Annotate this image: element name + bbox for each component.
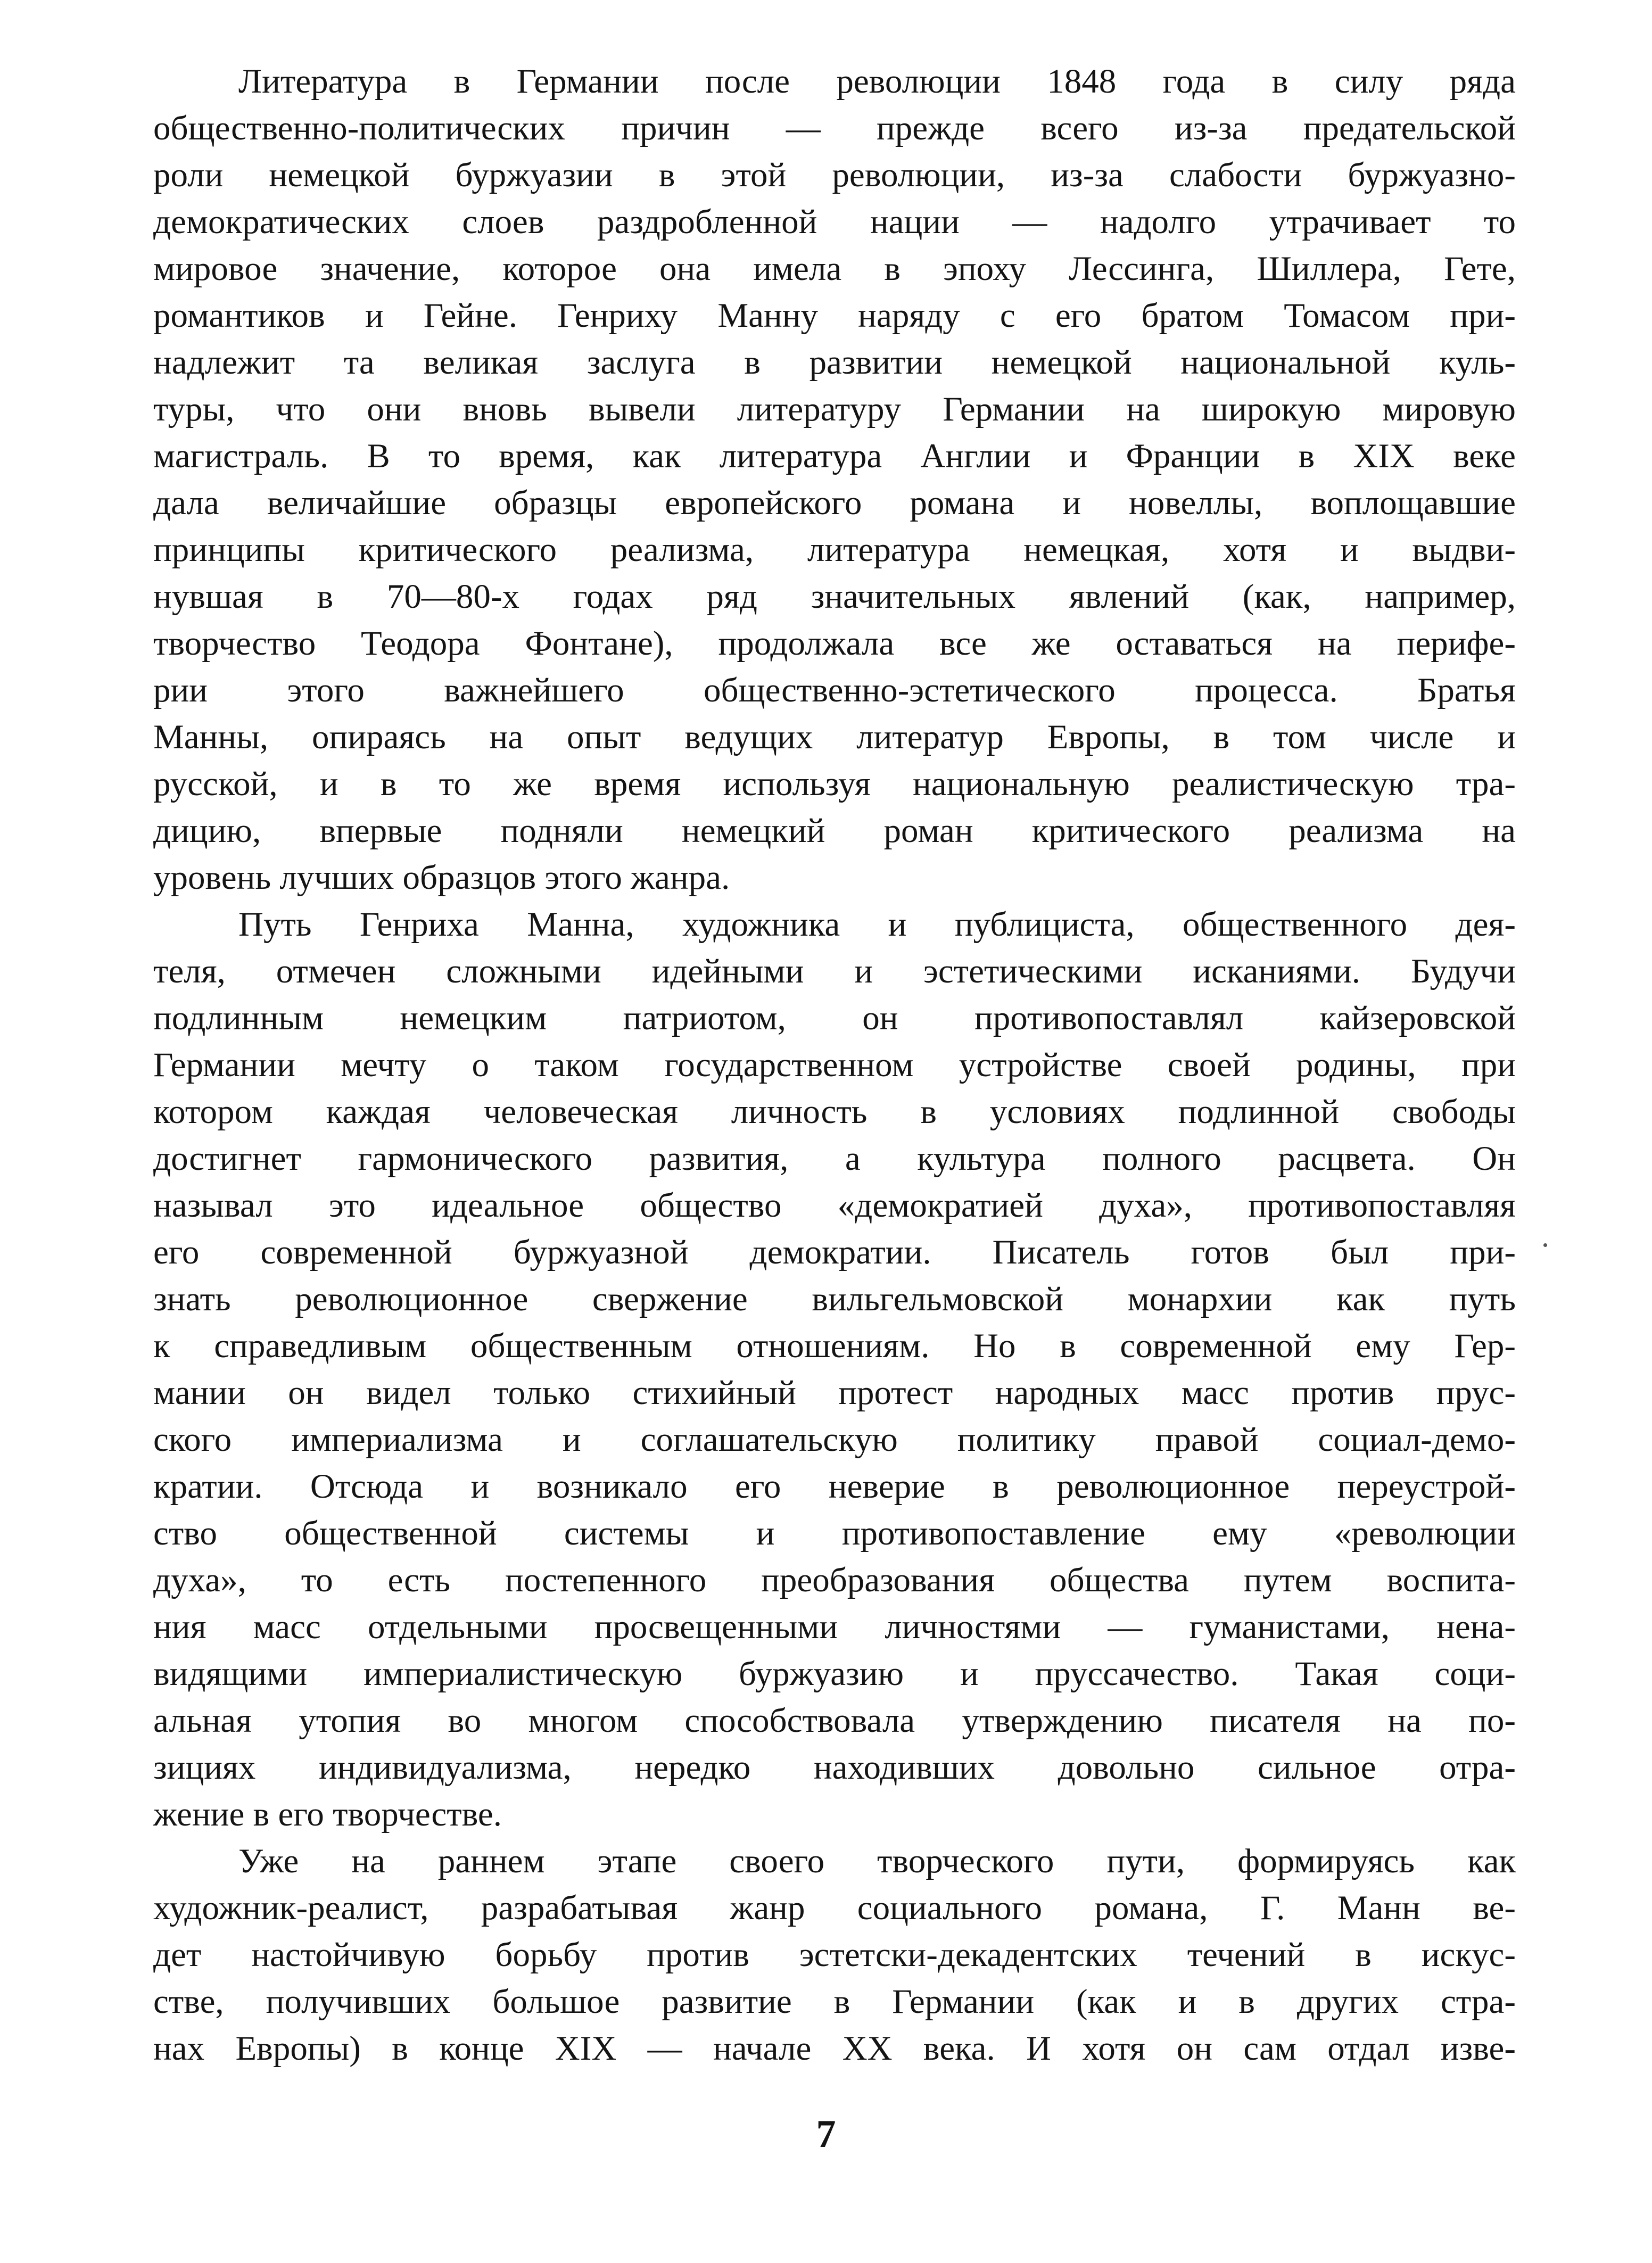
paragraph-2-line: Путь Генриха Манна, художника и публициста, общественного дея- [238, 905, 1516, 944]
paragraph-3-line: стве, получивших большое развитие в Германии (как и в других стра- [153, 1983, 1516, 2021]
paragraph-2-line: Германии мечту о таком государственном устройстве своей родины, при [153, 1046, 1516, 1084]
paragraph-2-line: мании он видел только стихийный протест народных масс против прус- [153, 1374, 1516, 1412]
paragraph-3-line: нах Европы) в конце XIX — начале XX века. И хотя он сам отдал изве- [153, 2029, 1516, 2068]
paragraph-2-line: ского империализма и соглашательскую политику правой социал-демо- [153, 1420, 1516, 1459]
paragraph-1-line: принципы критического реализма, литература немецкая, хотя и выдви- [153, 531, 1516, 569]
paragraph-1-line: общественно-политических причин — прежде всего из-за предательской [153, 109, 1516, 147]
paragraph-2-line: достигнет гармонического развития, а культура полного расцвета. Он [153, 1139, 1516, 1178]
paragraph-1-line: Манны, опираясь на опыт ведущих литератур Европы, в том числе и [153, 718, 1516, 756]
paragraph-1-line: творчество Теодора Фонтане), продолжала все же оставаться на перифе- [153, 624, 1516, 663]
paragraph-2-line: знать революционное свержение вильгельмовской монархии как путь [153, 1280, 1516, 1318]
paragraph-1-line: русской, и в то же время используя национальную реалистическую тра- [153, 765, 1516, 803]
paragraph-1-line: дицию, впервые подняли немецкий роман критического реализма на [153, 812, 1516, 850]
paragraph-1-line: магистраль. В то время, как литература Англии и Франции в XIX веке [153, 437, 1516, 475]
paragraph-2-line: теля, отмечен сложными идейными и эстетическими исканиями. Будучи [153, 952, 1516, 990]
paragraph-2-line: подлинным немецким патриотом, он противопоставлял кайзеровской [153, 999, 1516, 1037]
paragraph-3-line: дет настойчивую борьбу против эстетски-декадентских течений в искус- [153, 1936, 1516, 1974]
paragraph-2-line: к справедливым общественным отношениям. Но в современной ему Гер- [153, 1327, 1516, 1365]
paragraph-3-line: художник-реалист, разрабатывая жанр социального романа, Г. Манн ве- [153, 1889, 1516, 1927]
paragraph-2-line: котором каждая человеческая личность в условиях подлинной свободы [153, 1093, 1516, 1131]
paragraph-2-line: видящими империалистическую буржуазию и пруссачество. Такая соци- [153, 1655, 1516, 1693]
paragraph-1-line: нувшая в 70—80-х годах ряд значительных явлений (как, например, [153, 577, 1516, 616]
paragraph-1-line: мировое значение, которое она имела в эпоху Лессинга, Шиллера, Гете, [153, 250, 1516, 288]
paragraph-1-line: роли немецкой буржуазии в этой революции, из-за слабости буржуазно- [153, 156, 1516, 194]
paragraph-2-line: ния масс отдельными просвещенными личностями — гуманистами, нена- [153, 1608, 1516, 1646]
paragraph-2-line: его современной буржуазной демократии. Писатель готов был при- [153, 1233, 1516, 1271]
paragraph-2-line: называл это идеальное общество «демократией духа», противопоставляя [153, 1186, 1516, 1225]
paragraph-2-line: альная утопия во многом способствовала утверждению писателя на по- [153, 1702, 1516, 1740]
paragraph-2-line: зициях индивидуализма, нередко находивших довольно сильное отра- [153, 1748, 1516, 1787]
paragraph-2-line: духа», то есть постепенного преобразования общества путем воспита- [153, 1561, 1516, 1599]
page-number: 7 [816, 2112, 836, 2156]
paragraph-3-line: Уже на раннем этапе своего творческого пути, формируясь как [238, 1842, 1516, 1880]
paragraph-1-line: рии этого важнейшего общественно-эстетического процесса. Братья [153, 671, 1516, 709]
print-speck [1543, 1243, 1547, 1247]
paragraph-2-line: жение в его творчестве. [153, 1795, 502, 1833]
paragraph-2-line: кратии. Отсюда и возникало его неверие в революционное переустрой- [153, 1467, 1516, 1506]
paragraph-2-line: ство общественной системы и противопоставление ему «революции [153, 1514, 1516, 1552]
paragraph-1-line: туры, что они вновь вывели литературу Германии на широкую мировую [153, 390, 1516, 428]
paragraph-1-line: Литература в Германии после революции 1848 года в силу ряда [238, 62, 1516, 101]
paragraph-1-line: демократических слоев раздробленной нации — надолго утрачивает то [153, 203, 1516, 241]
paragraph-1-line: надлежит та великая заслуга в развитии немецкой национальной куль- [153, 343, 1516, 382]
paragraph-1-line: дала величайшие образцы европейского романа и новеллы, воплощавшие [153, 484, 1516, 522]
paragraph-1-line: уровень лучших образцов этого жанра. [153, 858, 730, 897]
paragraph-1-line: романтиков и Гейне. Генриху Манну наряду с его братом Томасом при- [153, 296, 1516, 335]
